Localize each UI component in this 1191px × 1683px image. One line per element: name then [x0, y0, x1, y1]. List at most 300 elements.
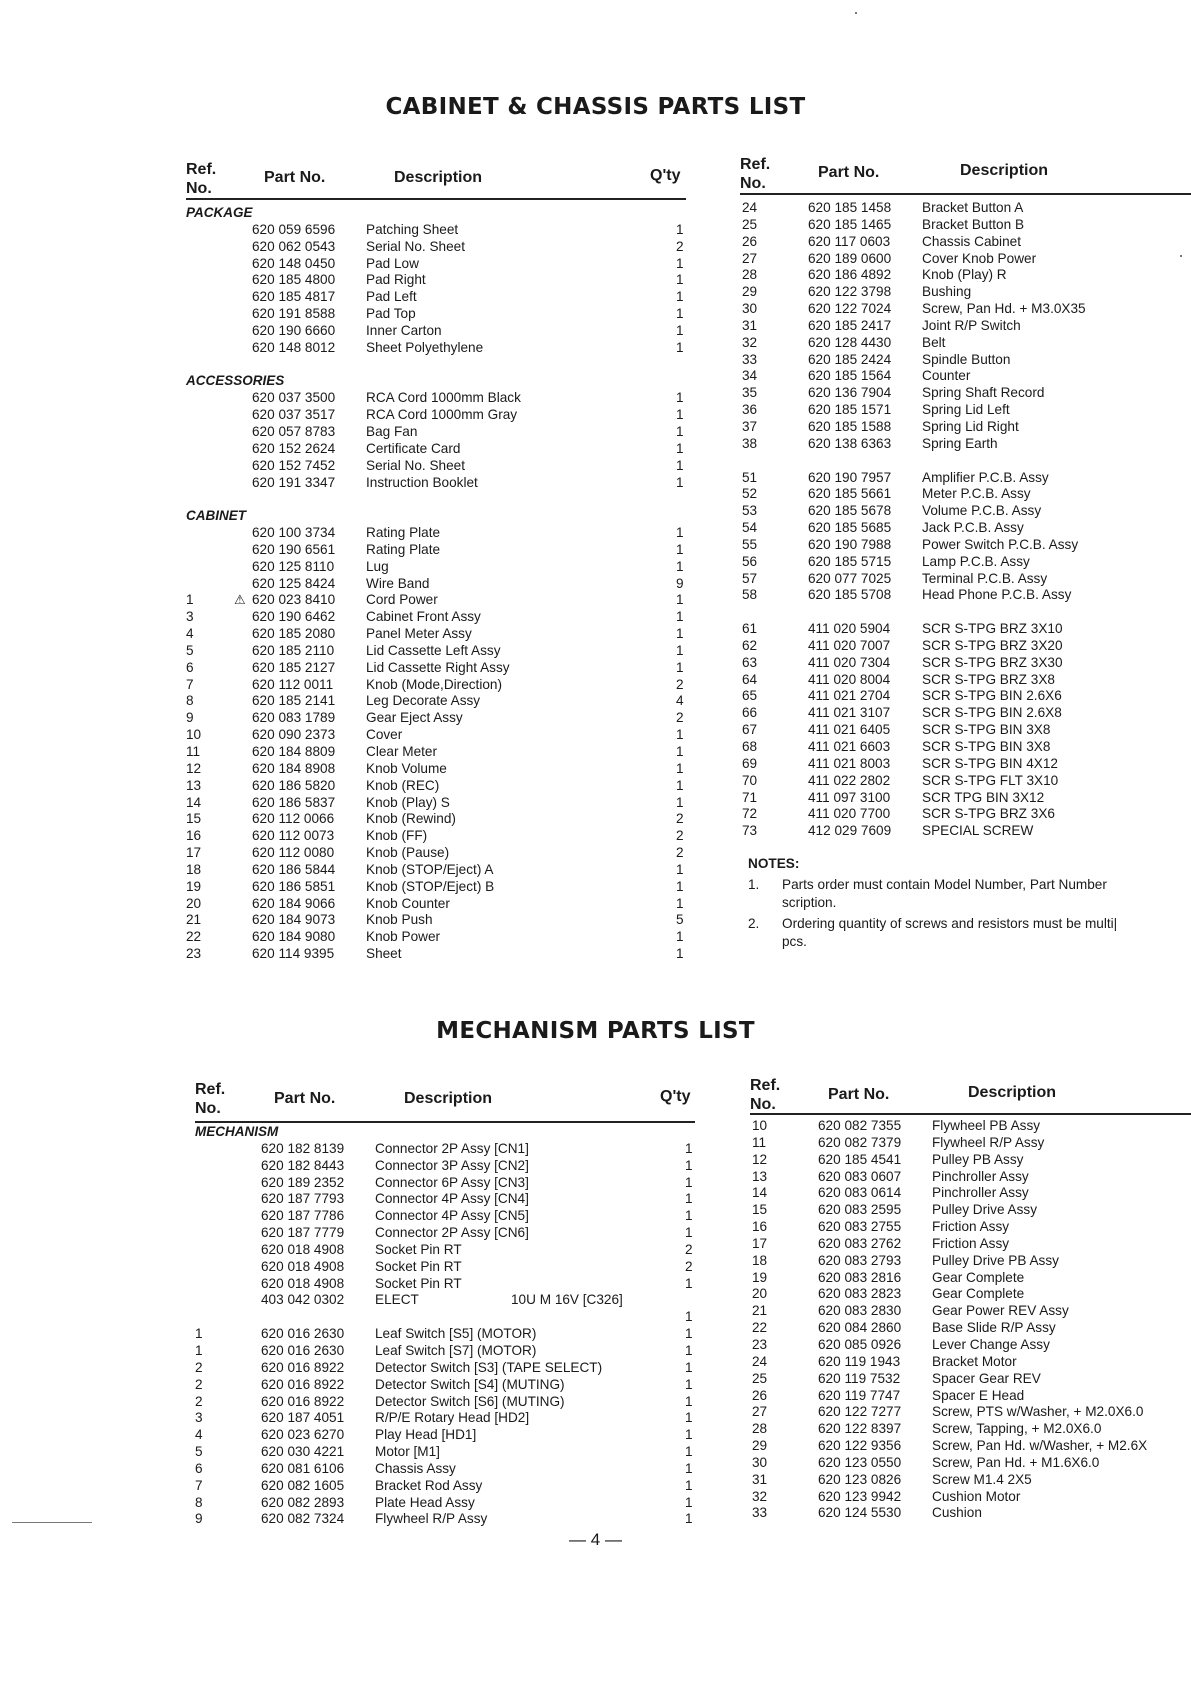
mechanism-right-row [752, 1421, 1191, 1438]
mech-right-header-ref: Ref. No. [750, 1077, 781, 1113]
note-1-number: 1. [748, 877, 760, 892]
part-no: 620 114 9395 [252, 946, 335, 962]
description: Certificate Card [366, 440, 461, 456]
ref-no: 14 [752, 1185, 768, 1201]
part-no: 620 083 0614 [818, 1185, 902, 1201]
mechanism-left-row [195, 1141, 705, 1158]
qty: 1 [676, 306, 684, 322]
description: Rating Plate [366, 541, 441, 557]
mechanism-left-row [195, 1495, 705, 1512]
description: Knob Push [366, 912, 433, 928]
part-no: 620 185 4817 [252, 289, 336, 305]
mechanism-right-row [752, 1286, 1191, 1303]
mechanism-right-row [752, 1371, 1191, 1388]
description: Knob (Play) R [922, 267, 1007, 283]
part-no: 620 082 7355 [818, 1118, 902, 1133]
part-no: 411 021 6405 [808, 722, 891, 738]
cabinet-left-row [186, 912, 696, 929]
description: Rating Plate [366, 525, 441, 541]
description: Flywheel R/P Assy [932, 1134, 1045, 1150]
part-no: 620 083 2816 [818, 1269, 902, 1285]
qty: 1 [676, 558, 684, 574]
description: Jack P.C.B. Assy [922, 520, 1024, 536]
cabinet-left-row [186, 559, 696, 576]
mech-right-header-desc: Description [968, 1084, 1057, 1101]
cabinet-right-spacer [742, 604, 1191, 621]
ref-no: 19 [186, 878, 202, 894]
part-no: 620 191 8588 [252, 306, 336, 322]
part-no: 620 190 6462 [252, 609, 336, 625]
description: Knob (Pause) [366, 845, 450, 861]
part-no: 620 081 6106 [261, 1460, 345, 1476]
cabinet-right-row [742, 537, 1191, 554]
qty: 2 [676, 710, 684, 726]
cabinet-right-row [742, 672, 1191, 689]
part-no: 411 021 8003 [808, 755, 891, 771]
part-no: 403 042 0302 [261, 1292, 345, 1308]
part-no: 620 082 2893 [261, 1494, 345, 1510]
mechanism-right-row [752, 1388, 1191, 1405]
ref-no: 1 [195, 1342, 203, 1358]
ref-no: 27 [752, 1404, 768, 1420]
part-no: 620 138 6363 [808, 435, 892, 451]
mechanism-left-row [195, 1360, 705, 1377]
description: Pinchroller Assy [932, 1168, 1029, 1184]
qty: 1 [685, 1444, 693, 1460]
mechanism-left-row [195, 1225, 705, 1242]
part-no: 411 020 7007 [808, 637, 891, 653]
ref-no: 30 [742, 301, 758, 317]
qty: 1 [685, 1410, 693, 1426]
scan-mark [1180, 255, 1182, 257]
cabinet-left-row [186, 677, 696, 694]
description: Detector Switch [S3] (TAPE SELECT) [375, 1359, 603, 1375]
description: Detector Switch [S4] (MUTING) [375, 1376, 565, 1392]
description: Belt [922, 334, 946, 350]
part-no: 620 016 2630 [261, 1326, 345, 1342]
description: Socket Pin RT [375, 1275, 462, 1291]
mechanism-left-row [195, 1461, 705, 1478]
ref-no: 36 [742, 402, 758, 418]
mech-left-header-desc: Description [404, 1090, 493, 1107]
ref-no: 6 [186, 659, 194, 675]
safety-warning-icon: ⚠ [234, 592, 246, 608]
ref-no: 1 [195, 1326, 203, 1342]
qty: 1 [676, 322, 684, 338]
description: Play Head [HD1] [375, 1427, 477, 1443]
note-2-line-2: pcs. [782, 934, 807, 949]
cabinet-left-row [186, 727, 696, 744]
mechanism-left-row [195, 1478, 705, 1495]
description: Motor [M1] [375, 1444, 440, 1460]
part-no: 620 189 2352 [261, 1174, 345, 1190]
description: Friction Assy [932, 1235, 1010, 1251]
part-no: 620 186 5820 [252, 777, 336, 793]
cabinet-left-row [186, 609, 696, 626]
qty: 1 [676, 272, 684, 288]
ref-no: 25 [752, 1370, 768, 1386]
ref-no: 30 [752, 1454, 768, 1470]
cabinet-right-row [742, 402, 1191, 419]
ref-no: 2 [195, 1359, 203, 1375]
cabinet-left-row [186, 693, 696, 710]
description: Cushion Motor [932, 1488, 1021, 1504]
description: Patching Sheet [366, 221, 459, 237]
mechanism-right-row [752, 1135, 1191, 1152]
part-no: 620 016 2630 [261, 1342, 345, 1358]
cabinet-left-row [186, 879, 696, 896]
part-no: 620 125 8110 [252, 558, 335, 574]
description: Screw, Pan Hd. + M1.6X6.0 [932, 1454, 1100, 1470]
description: Connector 2P Assy [CN6] [375, 1225, 529, 1241]
note-2-line-1: Ordering quantity of screws and resistors must be multi| [782, 916, 1118, 931]
ref-no: 20 [186, 895, 202, 911]
mechanism-left-row [195, 1242, 705, 1259]
description: Spindle Button [922, 351, 1011, 367]
mech-right-header-part: Part No. [828, 1086, 890, 1103]
cabinet-left-spacer [186, 357, 696, 374]
description: SCR S-TPG BRZ 3X8 [922, 671, 1055, 687]
description: Plate Head Assy [375, 1494, 475, 1510]
mechanism-right-row [752, 1489, 1191, 1506]
part-no: 620 185 1458 [808, 200, 892, 215]
ref-no: 38 [742, 435, 758, 451]
part-no: 620 186 5844 [252, 861, 336, 877]
description: Lamp P.C.B. Assy [922, 553, 1030, 569]
mech-left-header-part: Part No. [274, 1090, 336, 1107]
part-no: 620 185 5661 [808, 486, 892, 502]
qty: 5 [676, 912, 684, 928]
part-no: 620 059 6596 [252, 221, 336, 237]
qty: 2 [685, 1258, 693, 1274]
description: Knob (Play) S [366, 794, 450, 810]
note-2 [748, 915, 1191, 951]
cabinet-right-row [742, 655, 1191, 672]
cabinet-left-row [186, 862, 696, 879]
note-1-line-1: Parts order must contain Model Number, Part Number [782, 877, 1107, 892]
description: Spring Lid Right [922, 418, 1019, 434]
part-no: 620 185 2110 [252, 642, 335, 658]
cabinet-left-row [186, 424, 696, 441]
description: Screw, Pan Hd. + M3.0X35 [922, 301, 1086, 317]
ref-no: 14 [186, 794, 202, 810]
cab-left-header-qty: Q'ty [650, 167, 681, 184]
description: Amplifier P.C.B. Assy [922, 469, 1049, 485]
qty: 1 [676, 541, 684, 557]
part-no: 620 090 2373 [252, 727, 336, 743]
description: Spring Shaft Record [922, 385, 1045, 401]
part-no: 620 185 5685 [808, 520, 892, 536]
part-no: 620 100 3734 [252, 525, 336, 541]
description: Spacer E Head [932, 1387, 1025, 1403]
description: Connector 4P Assy [CN5] [375, 1208, 529, 1224]
ref-no: 65 [742, 688, 758, 704]
description: Pad Top [366, 306, 416, 322]
ref-no: 2 [195, 1393, 203, 1409]
mechanism-right-row [752, 1236, 1191, 1253]
mech-left-header-ref: Ref. No. [195, 1081, 226, 1117]
description: Knob (FF) [366, 828, 428, 844]
description: Cover [366, 727, 403, 743]
part-no: 620 185 2417 [808, 317, 892, 333]
cabinet-left-spacer [186, 491, 696, 508]
part-no: 620 148 8012 [252, 339, 336, 355]
spec: 10U M 16V [C326] [511, 1292, 623, 1308]
description: SCR S-TPG BIN 2.6X6 [922, 688, 1062, 704]
part-no: 620 083 2595 [818, 1202, 902, 1218]
qty: 1 [676, 525, 684, 541]
part-no: 620 018 4908 [261, 1241, 345, 1257]
description: Knob Power [366, 929, 441, 945]
cab-left-header-part: Part No. [264, 169, 326, 186]
qty: 1 [676, 440, 684, 456]
cabinet-left-row [186, 643, 696, 660]
description: Spring Lid Left [922, 402, 1010, 418]
cab-left-header-rule [186, 198, 686, 200]
qty: 1 [685, 1208, 693, 1224]
cab-right-header-ref: Ref. No. [740, 156, 771, 192]
cabinet-right-row [742, 470, 1191, 487]
part-no: 620 124 5530 [818, 1505, 902, 1521]
cabinet-right-row [742, 688, 1191, 705]
qty: 1 [685, 1309, 693, 1325]
description: Connector 4P Assy [CN4] [375, 1191, 529, 1207]
description: Terminal P.C.B. Assy [922, 570, 1048, 586]
ref-no: 11 [752, 1134, 767, 1150]
cabinet-left-row [186, 256, 696, 273]
cabinet-left-row [186, 542, 696, 559]
part-no: 620 037 3500 [252, 390, 336, 406]
cabinet-right-row [742, 284, 1191, 301]
description: Leaf Switch [S7] (MOTOR) [375, 1342, 537, 1358]
description: Socket Pin RT [375, 1241, 462, 1257]
ref-no: 62 [742, 637, 758, 653]
description: Leaf Switch [S5] (MOTOR) [375, 1326, 537, 1342]
description: SCR S-TPG BRZ 3X20 [922, 637, 1063, 653]
mechanism-left-row [195, 1511, 705, 1528]
mechanism-left-row [195, 1158, 705, 1175]
cabinet-left-row [186, 896, 696, 913]
ref-no: 15 [186, 811, 202, 827]
ref-no: 23 [186, 946, 202, 962]
part-no: 620 184 9080 [252, 929, 336, 945]
part-no: 620 185 1588 [808, 418, 892, 434]
cabinet-right-row [742, 368, 1191, 385]
qty: 1 [685, 1326, 693, 1342]
description: Serial No. Sheet [366, 457, 465, 473]
description: Panel Meter Assy [366, 626, 472, 642]
qty: 1 [676, 626, 684, 642]
description: Sheet [366, 946, 402, 962]
qty: 2 [676, 238, 684, 254]
cabinet-right-row [742, 251, 1191, 268]
part-no: 620 185 4541 [818, 1151, 902, 1167]
qty: 1 [676, 794, 684, 810]
cabinet-left-row [186, 946, 696, 963]
ref-no: 57 [742, 570, 758, 586]
description: Screw, PTS w/Washer, + M2.0X6.0 [932, 1404, 1144, 1420]
scan-mark [12, 1522, 92, 1523]
cabinet-left-row [186, 222, 696, 239]
ref-no: 70 [742, 772, 758, 788]
part-no: 620 185 4800 [252, 272, 336, 288]
ref-no: 16 [752, 1219, 768, 1235]
mechanism-left-row [195, 1343, 705, 1360]
description: Cushion [932, 1505, 982, 1521]
description: Lug [366, 558, 389, 574]
qty: 1 [685, 1460, 693, 1476]
description: Head Phone P.C.B. Assy [922, 587, 1072, 603]
cabinet-left-row [186, 441, 696, 458]
cabinet-right-row [742, 234, 1191, 251]
part-no: 620 190 7957 [808, 469, 892, 485]
description: Cabinet Front Assy [366, 609, 481, 625]
ref-no: 53 [742, 503, 758, 519]
part-no: 620 057 8783 [252, 423, 336, 439]
part-no: 620 185 1564 [808, 368, 892, 384]
part-no: 620 148 0450 [252, 255, 336, 271]
cabinet-right-row [742, 554, 1191, 571]
description: Gear Eject Assy [366, 710, 463, 726]
mech-left-header-qty: Q'ty [660, 1088, 691, 1105]
ref-no: 8 [186, 693, 194, 709]
ref-no: 68 [742, 739, 758, 754]
description: Joint R/P Switch [922, 317, 1021, 333]
part-no: 620 122 3798 [808, 284, 892, 300]
qty: 1 [676, 289, 684, 305]
description: Bracket Motor [932, 1353, 1017, 1369]
ref-no: 13 [752, 1168, 768, 1184]
description: Connector 6P Assy [CN3] [375, 1174, 529, 1190]
ref-no: 22 [186, 929, 202, 945]
mechanism-title: MECHANISM PARTS LIST [436, 1018, 755, 1044]
description: Friction Assy [932, 1219, 1010, 1235]
cabinet-left-row [186, 340, 696, 357]
ref-no: 29 [742, 284, 758, 300]
cabinet-right-row [742, 705, 1191, 722]
qty: 1 [676, 221, 684, 237]
description: SCR S-TPG BRZ 3X10 [922, 621, 1063, 637]
qty: 1 [685, 1359, 693, 1375]
cabinet-left-row [186, 592, 696, 609]
description: Knob (STOP/Eject) B [366, 878, 495, 894]
part-no: 620 083 2762 [818, 1235, 902, 1251]
mechanism-right-row [752, 1438, 1191, 1455]
note-1-line-2: scription. [782, 895, 837, 910]
qty: 2 [676, 845, 684, 861]
description: Sheet Polyethylene [366, 339, 484, 355]
description: Flywheel PB Assy [932, 1118, 1041, 1133]
cabinet-right-row [742, 352, 1191, 369]
description: Screw M1.4 2X5 [932, 1471, 1032, 1487]
part-no: 620 182 8139 [261, 1140, 345, 1156]
description: SCR S-TPG BIN 3X8 [922, 722, 1051, 738]
ref-no: 67 [742, 722, 758, 738]
cabinet-left-row [186, 744, 696, 761]
qty: 1 [685, 1393, 693, 1409]
part-no: 620 190 6561 [252, 541, 336, 557]
cabinet-left-row [186, 525, 696, 542]
qty: 1 [676, 457, 684, 473]
description: Pad Low [366, 255, 419, 271]
part-no: 620 112 0011 [252, 676, 334, 692]
part-no: 620 082 1605 [261, 1477, 345, 1493]
note-1 [748, 876, 1191, 912]
description: Lid Cassette Right Assy [366, 659, 510, 675]
description: Pinchroller Assy [932, 1185, 1029, 1201]
mechanism-left-row [195, 1309, 705, 1326]
mechanism-left-row [195, 1191, 705, 1208]
cabinet-left-row [186, 795, 696, 812]
part-no: 620 117 0603 [808, 233, 891, 249]
cabinet-left-list [186, 205, 696, 963]
ref-no: 24 [752, 1353, 768, 1369]
description: Base Slide R/P Assy [932, 1320, 1056, 1336]
ref-no: 72 [742, 806, 758, 822]
cabinet-left-row [186, 475, 696, 492]
ref-no: 64 [742, 671, 758, 687]
cabinet-left-row [186, 306, 696, 323]
cabinet-right-row [742, 621, 1191, 638]
ref-no: 4 [186, 626, 194, 642]
ref-no: 3 [195, 1410, 203, 1426]
cabinet-right-row [742, 571, 1191, 588]
ref-no: 61 [742, 621, 758, 637]
description: Counter [922, 368, 971, 384]
description: Meter P.C.B. Assy [922, 486, 1031, 502]
ref-no: 33 [752, 1505, 768, 1521]
ref-no: 55 [742, 536, 758, 552]
ref-no: 69 [742, 755, 758, 771]
ref-no: 16 [186, 828, 202, 844]
cabinet-right-row [742, 587, 1191, 604]
qty: 1 [685, 1477, 693, 1493]
description: Screw, Tapping, + M2.0X6.0 [932, 1421, 1102, 1437]
part-no: 620 184 8809 [252, 744, 336, 759]
ref-no: 32 [752, 1488, 768, 1504]
part-no: 411 020 8004 [808, 671, 891, 687]
qty: 1 [685, 1427, 693, 1443]
description: Connector 2P Assy [CN1] [375, 1140, 529, 1156]
ref-no: 24 [742, 200, 758, 215]
part-no: 620 190 7988 [808, 536, 892, 552]
part-no: 620 184 9073 [252, 912, 336, 928]
description: SCR S-TPG BIN 2.6X8 [922, 705, 1062, 721]
description: ELECT [375, 1292, 419, 1308]
mechanism-left-row [195, 1208, 705, 1225]
qty: 1 [676, 861, 684, 877]
description: Cover Knob Power [922, 250, 1037, 266]
description: SCR S-TPG FLT 3X10 [922, 772, 1059, 788]
mechanism-left-section-heading: MECHANISM [195, 1124, 279, 1139]
description: Instruction Booklet [366, 474, 478, 490]
mechanism-right-row [752, 1354, 1191, 1371]
part-no: 620 128 4430 [808, 334, 892, 350]
cabinet-left-row [186, 660, 696, 677]
qty: 9 [676, 575, 684, 591]
ref-no: 63 [742, 654, 758, 670]
qty: 1 [676, 895, 684, 911]
ref-no: 26 [752, 1387, 768, 1403]
qty: 1 [676, 659, 684, 675]
ref-no: 12 [752, 1151, 768, 1167]
part-no: 620 122 8397 [818, 1421, 902, 1437]
cabinet-left-row [186, 710, 696, 727]
part-no: 620 023 6270 [261, 1427, 345, 1443]
cabinet-right-row [742, 756, 1191, 773]
cabinet-right-row [742, 773, 1191, 790]
cab-left-header-desc: Description [394, 169, 483, 186]
